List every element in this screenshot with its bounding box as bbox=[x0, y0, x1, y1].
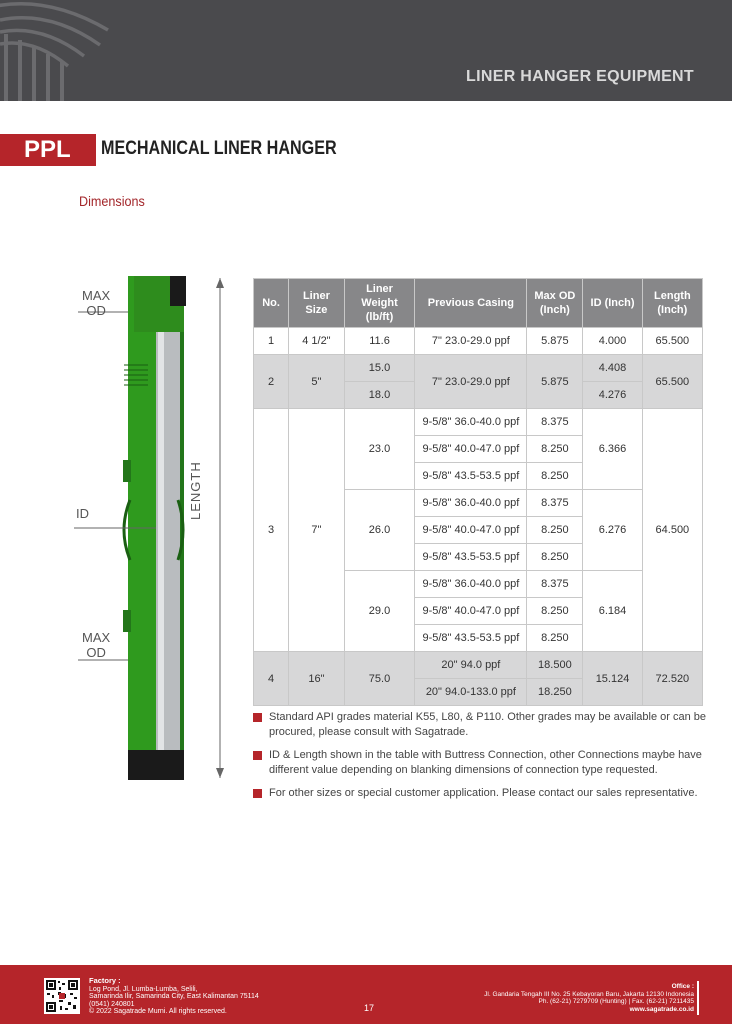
cell-casing: 9-5/8" 36.0-40.0 ppf bbox=[415, 490, 527, 517]
cell-id: 6.366 bbox=[583, 409, 642, 490]
product-title: MECHANICAL LINER HANGER bbox=[101, 138, 337, 159]
col-header-liner-size: Liner Size bbox=[289, 279, 345, 328]
cell-maxod: 8.250 bbox=[527, 625, 583, 652]
section-title: Dimensions bbox=[79, 193, 145, 209]
cell-id: 4.408 bbox=[583, 355, 642, 382]
cell-id: 4.276 bbox=[583, 382, 642, 409]
cell-maxod: 8.375 bbox=[527, 490, 583, 517]
cell-no: 4 bbox=[254, 652, 289, 706]
footer-divider bbox=[697, 981, 699, 1015]
cell-maxod: 5.875 bbox=[527, 355, 583, 409]
table-row bbox=[254, 355, 703, 382]
copyright: © 2022 Sagatrade Murni. All rights reserved. bbox=[89, 1008, 227, 1016]
col-header-previous-casing: Previous Casing bbox=[415, 279, 527, 328]
cell-weight: 15.0 bbox=[344, 355, 415, 382]
cell-maxod: 18.500 bbox=[527, 652, 583, 679]
cell-maxod: 8.250 bbox=[527, 517, 583, 544]
table-header-row bbox=[254, 279, 703, 328]
cell-length: 65.500 bbox=[642, 328, 702, 355]
cell-no: 1 bbox=[254, 328, 289, 355]
cell-weight: 23.0 bbox=[344, 409, 415, 490]
note-text: For other sizes or special customer application. Please contact our sales representative. bbox=[269, 787, 698, 799]
table-row bbox=[254, 409, 703, 436]
cell-casing: 7" 23.0-29.0 ppf bbox=[415, 355, 527, 409]
cell-weight: 75.0 bbox=[344, 652, 415, 706]
length-label: LENGTH bbox=[188, 461, 203, 520]
cell-casing: 9-5/8" 43.5-53.5 ppf bbox=[415, 544, 527, 571]
cell-size: 5" bbox=[289, 355, 345, 409]
product-code-badge: PPL bbox=[0, 134, 96, 166]
cell-id: 6.276 bbox=[583, 490, 642, 571]
col-header-no: No. bbox=[254, 279, 289, 328]
col-header-max-od: Max OD (Inch) bbox=[527, 279, 583, 328]
id-label: ID bbox=[76, 506, 89, 521]
cell-no: 3 bbox=[254, 409, 289, 652]
bullet-square-icon bbox=[253, 789, 262, 798]
cell-casing: 9-5/8" 40.0-47.0 ppf bbox=[415, 517, 527, 544]
cell-length: 65.500 bbox=[642, 355, 702, 409]
max-od-top-label: MAX OD bbox=[82, 288, 111, 318]
cell-maxod: 8.250 bbox=[527, 436, 583, 463]
office-address: Office : Jl. Gandaria Tengah III No. 25 Kebayoran Baru, Jakarta 12130 Indonesia Ph. (62-21) 7279709 (Hunting) | Fax. (62-21) 7211435 www.sagatrade.co.id bbox=[484, 983, 694, 1013]
cell-weight: 18.0 bbox=[344, 382, 415, 409]
col-header-liner-weight: Liner Weight (lb/ft) bbox=[344, 279, 415, 328]
bullet-square-icon bbox=[253, 713, 262, 722]
cell-maxod: 18.250 bbox=[527, 679, 583, 706]
cell-casing: 20" 94.0 ppf bbox=[415, 652, 527, 679]
cell-id: 6.184 bbox=[583, 571, 642, 652]
list-item bbox=[253, 748, 713, 778]
max-od-bottom-label: MAX OD bbox=[82, 630, 111, 660]
factory-address: Factory : Log Pond, Jl. Lumba-Lumba, Selili, Samarinda Ilir, Samarinda City, East Kalimantan 75114 (0541) 240801 © 2022 Sagatrade Murni. All rights reserved. bbox=[89, 976, 259, 1016]
cell-casing: 7" 23.0-29.0 ppf bbox=[415, 328, 527, 355]
note-text: Standard API grades material K55, L80, & P110. Other grades may be available or can be procured, please consult with Sagatrade. bbox=[269, 711, 707, 738]
cell-length: 64.500 bbox=[642, 409, 702, 652]
page-number: 17 bbox=[364, 1003, 375, 1013]
cell-id: 4.000 bbox=[583, 328, 642, 355]
table-row bbox=[254, 328, 703, 355]
cell-casing: 20" 94.0-133.0 ppf bbox=[415, 679, 527, 706]
cell-weight: 26.0 bbox=[344, 490, 415, 571]
liner-hanger-drawing bbox=[60, 270, 240, 795]
cell-weight: 29.0 bbox=[344, 571, 415, 652]
cell-size: 7" bbox=[289, 409, 345, 652]
notes-list bbox=[253, 710, 713, 809]
dimensions-table bbox=[253, 278, 703, 706]
cell-casing: 9-5/8" 40.0-47.0 ppf bbox=[415, 598, 527, 625]
col-header-id: ID (Inch) bbox=[583, 279, 642, 328]
cell-maxod: 8.250 bbox=[527, 544, 583, 571]
cell-id: 15.124 bbox=[583, 652, 642, 706]
list-item bbox=[253, 710, 713, 740]
table-row bbox=[254, 652, 703, 679]
cell-maxod: 5.875 bbox=[527, 328, 583, 355]
cell-size: 16" bbox=[289, 652, 345, 706]
cell-casing: 9-5/8" 43.5-53.5 ppf bbox=[415, 625, 527, 652]
cell-casing: 9-5/8" 43.5-53.5 ppf bbox=[415, 463, 527, 490]
list-item bbox=[253, 786, 713, 801]
cell-maxod: 8.375 bbox=[527, 409, 583, 436]
cell-weight: 11.6 bbox=[344, 328, 415, 355]
website-link[interactable]: www.sagatrade.co.id bbox=[629, 1005, 694, 1013]
cell-no: 2 bbox=[254, 355, 289, 409]
cell-length: 72.520 bbox=[642, 652, 702, 706]
cell-maxod: 8.375 bbox=[527, 571, 583, 598]
page-header bbox=[0, 0, 732, 101]
note-text: ID & Length shown in the table with Buttress Connection, other Connections maybe have different value depending on blanking dimensions of connection type requested. bbox=[269, 749, 702, 776]
col-header-length: Length (Inch) bbox=[642, 279, 702, 328]
cell-maxod: 8.250 bbox=[527, 598, 583, 625]
page-footer bbox=[0, 965, 732, 1024]
qr-code-icon bbox=[44, 978, 80, 1014]
cell-casing: 9-5/8" 36.0-40.0 ppf bbox=[415, 571, 527, 598]
cell-casing: 9-5/8" 36.0-40.0 ppf bbox=[415, 409, 527, 436]
cell-maxod: 8.250 bbox=[527, 463, 583, 490]
liner-hanger-illustration bbox=[60, 270, 240, 790]
cell-size: 4 1/2" bbox=[289, 328, 345, 355]
brand-logo-icon bbox=[0, 0, 110, 101]
bullet-square-icon bbox=[253, 751, 262, 760]
cell-casing: 9-5/8" 40.0-47.0 ppf bbox=[415, 436, 527, 463]
header-section-title: LINER HANGER EQUIPMENT bbox=[466, 68, 694, 85]
